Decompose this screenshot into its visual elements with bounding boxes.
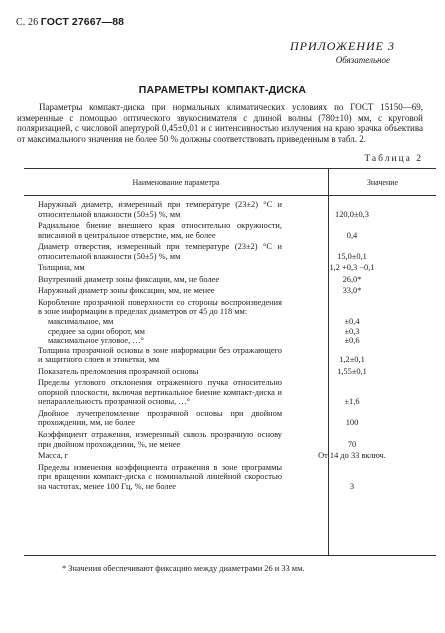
parameter-value: От 14 до 33 включ. bbox=[318, 451, 386, 461]
parameter-name: Коэффициент отражения, измеренный сквозь прозрачную основу при двойном прохождении, %, не менее bbox=[38, 430, 282, 449]
table-body bbox=[38, 200, 436, 491]
parameter-value: 100 bbox=[345, 418, 359, 428]
parameter-name: Наружный диаметр зоны фиксации, мм, не менее bbox=[38, 286, 215, 296]
appendix-subtitle: Обязательное bbox=[335, 55, 390, 65]
parameter-value: ±0,4 bbox=[344, 317, 360, 327]
parameter-value: 1,2 +0,3 −0,1 bbox=[329, 263, 375, 273]
parameter-value: 3 bbox=[349, 481, 355, 491]
page-number: С. 26 bbox=[16, 17, 39, 28]
table-row bbox=[38, 451, 436, 461]
parameter-value: 1,55±0,1 bbox=[337, 366, 367, 376]
table-row bbox=[38, 286, 436, 296]
parameter-name: среднее за один оборот, мм bbox=[48, 326, 145, 336]
parameter-value: 15,0±0,1 bbox=[337, 251, 367, 261]
table-row bbox=[38, 242, 436, 261]
parameter-name: Масса, г bbox=[38, 451, 69, 461]
parameter-value: 0,4 bbox=[346, 230, 358, 240]
parameter-value: 26,0* bbox=[342, 274, 362, 284]
table-row bbox=[38, 263, 436, 273]
parameter-name: Коробление прозрачной поверхности со стороны воспроизведения в зоне информации в пределах диаметров от 45 до 118 мм: bbox=[38, 297, 282, 317]
table-row bbox=[38, 430, 436, 449]
table-row bbox=[38, 378, 436, 407]
table-row bbox=[38, 275, 436, 285]
section-title: ПАРАМЕТРЫ КОМПАКТ-ДИСКА bbox=[138, 84, 307, 96]
parameter-value: ±0,6 bbox=[344, 336, 360, 346]
parameter-name: Пределы изменения коэффициента отражения в зоне программы при вращении компакт-диска с номинальной линейной скоростью на частотах, менее 100 Гц, %, не более bbox=[38, 462, 282, 491]
parameter-value: ±1,6 bbox=[344, 397, 360, 407]
table-row bbox=[38, 221, 436, 240]
table-row bbox=[38, 409, 436, 428]
table-caption: Таблица 2 bbox=[364, 154, 423, 164]
parameter-name: Радиальное биение внешнего края относительно окружности, вписанной в центральное отверстие, мм, не более bbox=[38, 221, 282, 240]
table-row bbox=[38, 200, 436, 219]
appendix-title: ПРИЛОЖЕНИЕ 3 bbox=[290, 39, 395, 53]
column-header-parameter: Наименование параметра bbox=[132, 178, 220, 187]
table-bottom-border bbox=[24, 555, 436, 556]
parameter-name: Пределы углового отклонения отраженного пучка относительно опорной плоскости, включая вертикальное биение компакт-диска и непараллельность прозрачной основы, …° bbox=[38, 378, 282, 407]
standard-code: ГОСТ 27667—88 bbox=[40, 16, 125, 28]
parameter-value: ±0,3 bbox=[344, 326, 360, 336]
table-row bbox=[38, 463, 436, 492]
parameter-name: максимальное угловое, …° bbox=[48, 336, 145, 346]
parameter-name: максимальное, мм bbox=[48, 317, 114, 327]
table-row bbox=[38, 346, 436, 365]
footnote: * Значения обеспечивают фиксацию между диаметрами 26 и 33 мм. bbox=[62, 564, 305, 573]
table-row bbox=[38, 327, 436, 337]
parameter-value: 70 bbox=[347, 439, 357, 449]
table-row bbox=[38, 317, 436, 327]
table-row bbox=[38, 336, 436, 346]
parameter-value: 33,0* bbox=[342, 286, 362, 296]
parameter-value: 120,0±0,3 bbox=[335, 209, 369, 219]
table-row bbox=[38, 298, 436, 317]
intro-text: Параметры компакт-диска при нормальных климатических условиях по ГОСТ 15150—69, измеренные с помощью оптического звукоснимателя с длиной волны (780±10) мм, с круговой поляризацией, с числовой апертурой 0,45±0,01 и с интенсивностью излучения на краю зрачка объектива от максимального значения не более 50 % должны соответствовать приведенным в табл. 2. bbox=[17, 102, 423, 144]
column-header-value: Значение bbox=[366, 178, 399, 187]
table-top-border bbox=[24, 168, 436, 169]
table-header-divider bbox=[24, 195, 436, 196]
parameter-name: Внутренний диаметр зоны фиксации, мм, не более bbox=[38, 274, 220, 284]
intro-paragraph bbox=[17, 102, 423, 144]
parameter-value: 1,2±0,1 bbox=[339, 355, 365, 365]
parameter-name: Толщина прозрачной основы в зоне информации без отражающего и защитного слоев и этикетки, мм bbox=[38, 345, 282, 365]
parameter-name: Толщина, мм bbox=[38, 263, 85, 273]
table-row bbox=[38, 367, 436, 377]
parameter-name: Двойное лучепреломление прозрачной основы при двойном прохождении, мм, не более bbox=[38, 408, 282, 428]
parameter-name: Диаметр отверстия, измеренный при температуре (23±2) °С и относительной влажности (50±5) %, мм bbox=[38, 242, 282, 261]
parameter-name: Показатель преломления прозрачной основы bbox=[38, 366, 199, 376]
parameter-name: Наружный диаметр, измеренный при температуре (23±2) °С и относительной влажности (50±5) %, мм bbox=[38, 200, 282, 219]
page-header bbox=[16, 16, 124, 28]
